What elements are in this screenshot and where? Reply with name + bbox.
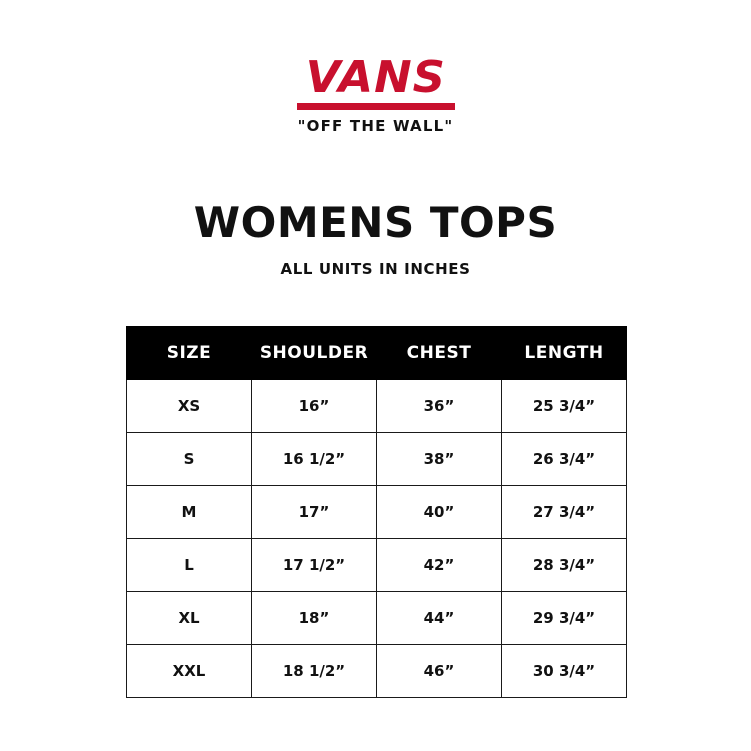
table-row [127, 592, 627, 645]
cell-size: L [127, 539, 252, 592]
cell-chest: 36” [377, 380, 502, 433]
vans-wordmark: VANS [305, 52, 446, 103]
cell-shoulder: 18” [252, 592, 377, 645]
column-header-chest: CHEST [377, 327, 502, 380]
column-header-shoulder: SHOULDER [252, 327, 377, 380]
cell-shoulder: 17” [252, 486, 377, 539]
size-chart-table [126, 326, 627, 698]
cell-chest: 42” [377, 539, 502, 592]
cell-chest: 46” [377, 645, 502, 698]
cell-chest: 40” [377, 486, 502, 539]
vans-logo [0, 52, 751, 135]
table-row [127, 433, 627, 486]
vans-tagline: "OFF THE WALL" [297, 117, 454, 135]
cell-length: 29 3/4” [502, 592, 627, 645]
page-subtitle: ALL UNITS IN INCHES [280, 260, 471, 278]
cell-shoulder: 16” [252, 380, 377, 433]
page-title: WOMENS TOPS [193, 198, 558, 247]
cell-length: 27 3/4” [502, 486, 627, 539]
cell-length: 26 3/4” [502, 433, 627, 486]
vans-underline-rule [297, 103, 455, 110]
table-row [127, 380, 627, 433]
cell-chest: 44” [377, 592, 502, 645]
title-block [0, 200, 751, 278]
cell-size: XS [127, 380, 252, 433]
cell-size: S [127, 433, 252, 486]
table-body [127, 380, 627, 698]
cell-shoulder: 17 1/2” [252, 539, 377, 592]
column-header-length: LENGTH [502, 327, 627, 380]
cell-size: M [127, 486, 252, 539]
cell-size: XL [127, 592, 252, 645]
table-header [127, 327, 627, 380]
column-header-size: SIZE [127, 327, 252, 380]
table-row [127, 645, 627, 698]
cell-shoulder: 16 1/2” [252, 433, 377, 486]
table-header-row [127, 327, 627, 380]
cell-length: 30 3/4” [502, 645, 627, 698]
cell-length: 25 3/4” [502, 380, 627, 433]
cell-chest: 38” [377, 433, 502, 486]
table-row [127, 539, 627, 592]
cell-size: XXL [127, 645, 252, 698]
cell-shoulder: 18 1/2” [252, 645, 377, 698]
size-chart-table-wrapper [126, 326, 626, 698]
table-row [127, 486, 627, 539]
cell-length: 28 3/4” [502, 539, 627, 592]
